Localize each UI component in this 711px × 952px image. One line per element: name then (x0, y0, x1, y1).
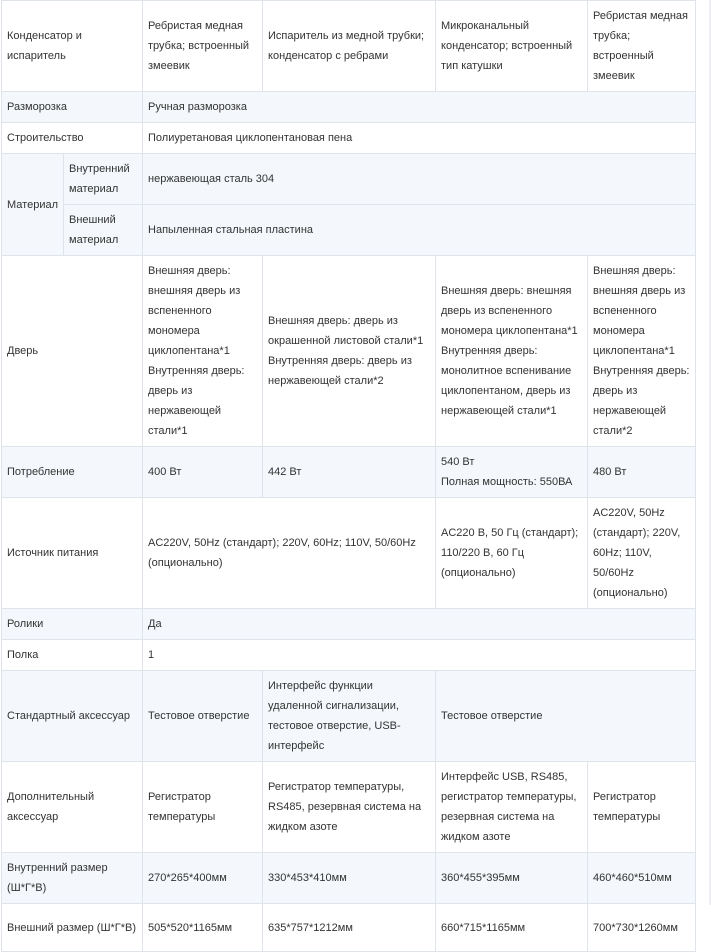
cell-line: Внешняя дверь: внешняя дверь из вспененного мономера циклопентана*1 (148, 265, 241, 357)
row-standard-accessory (2, 671, 696, 762)
table-cell: Да (143, 609, 696, 640)
row-inner-size (2, 853, 696, 904)
row-construction (2, 123, 696, 154)
table-cell: Интерфейс USB, RS485, регистратор температуры, резервная система на жидком азоте (436, 762, 588, 853)
row-material-inner (2, 154, 696, 205)
table-cell: Ребристая медная трубка; встроенный змеевик (588, 1, 696, 92)
row-label: Стандартный аксессуар (2, 671, 143, 762)
table-cell: Испаритель из медной трубки; конденсатор с ребрами (263, 1, 436, 92)
table-cell: Полиуретановая циклопентановая пена (143, 123, 696, 154)
table-cell: 700*730*1260мм (588, 904, 696, 952)
row-label: Ролики (2, 609, 143, 640)
table-cell: AC220V, 50Hz (стандарт); 220V, 60Hz; 110V, 50/60Hz (опционально) (143, 498, 436, 609)
row-label: Дверь (2, 256, 143, 447)
row-consumption (2, 447, 696, 498)
row-label: Дополнительный аксессуар (2, 762, 143, 853)
row-label: Полка (2, 640, 143, 671)
row-power (2, 498, 696, 609)
table-cell: 635*757*1212мм (263, 904, 436, 952)
table-cell: 270*265*400мм (143, 853, 263, 904)
row-label: Внешний размер (Ш*Г*В) (2, 904, 143, 952)
table-cell: 330*453*410мм (263, 853, 436, 904)
cell-line: Внутренняя дверь: дверь из нержавеющей стали*1 (148, 365, 245, 437)
table-cell: Интерфейс функции удаленной сигнализации, тестовое отверстие, USB-интерфейс (263, 671, 436, 762)
row-shelf (2, 640, 696, 671)
table-cell (588, 256, 696, 447)
row-label: Потребление (2, 447, 143, 498)
sub-label: Внутренний материал (64, 154, 143, 205)
cell-line: Внешняя дверь: внешняя дверь из вспененного мономера циклопентана*1 (593, 265, 686, 357)
row-material-outer (2, 205, 696, 256)
cell-line: 540 Вт (441, 456, 475, 468)
cell-line: Внешняя дверь: внешняя дверь из вспененного мономера циклопентана*1 (441, 285, 578, 337)
table-cell: 460*460*510мм (588, 853, 696, 904)
table-cell: 360*455*395мм (436, 853, 588, 904)
table-cell: Тестовое отверстие (436, 671, 696, 762)
row-door (2, 256, 696, 447)
table-cell: Ручная разморозка (143, 92, 696, 123)
table-cell: 505*520*1165мм (143, 904, 263, 952)
table-cell: Микроканальный конденсатор; встроенный тип катушки (436, 1, 588, 92)
cell-line: Внутренняя дверь: дверь из нержавеющей стали*2 (268, 355, 412, 387)
cell-line: Внутренняя дверь: монолитное вспенивание циклопентаном, дверь из нержавеющей стали*1 (441, 345, 572, 417)
table-cell: Напыленная стальная пластина (143, 205, 696, 256)
table-cell: Регистратор температуры (588, 762, 696, 853)
table-cell: Тестовое отверстие (143, 671, 263, 762)
table-cell: Ребристая медная трубка; встроенный змеевик (143, 1, 263, 92)
row-casters (2, 609, 696, 640)
table-cell (436, 447, 588, 498)
row-label: Источник питания (2, 498, 143, 609)
row-label: Материал (2, 154, 64, 256)
row-defrost (2, 92, 696, 123)
table-cell: 660*715*1165мм (436, 904, 588, 952)
row-label: Конденсатор и испаритель (2, 1, 143, 92)
specification-table (1, 0, 696, 952)
row-label: Внутренний размер (Ш*Г*В) (2, 853, 143, 904)
cell-line: Полная мощность: 550ВА (441, 476, 573, 488)
cell-line: Внутренняя дверь: дверь из нержавеющей стали*2 (593, 365, 690, 437)
row-extra-accessory (2, 762, 696, 853)
table-cell: 1 (143, 640, 696, 671)
sub-label: Внешний материал (64, 205, 143, 256)
table-cell: 480 Вт (588, 447, 696, 498)
table-cell: AC220 В, 50 Гц (стандарт); 110/220 В, 60 Гц (опционально) (436, 498, 588, 609)
table-cell: 400 Вт (143, 447, 263, 498)
row-outer-size (2, 904, 696, 952)
table-cell (436, 256, 588, 447)
table-cell: Регистратор температуры (143, 762, 263, 853)
table-cell (263, 256, 436, 447)
cell-line: Внешняя дверь: дверь из окрашенной листовой стали*1 (268, 315, 424, 347)
row-label: Строительство (2, 123, 143, 154)
row-label: Разморозка (2, 92, 143, 123)
table-cell: нержавеющая сталь 304 (143, 154, 696, 205)
table-cell (143, 256, 263, 447)
row-condenser (2, 1, 696, 92)
table-cell: Регистратор температуры, RS485, резервная система на жидком азоте (263, 762, 436, 853)
table-cell: 442 Вт (263, 447, 436, 498)
table-cell: AC220V, 50Hz (стандарт); 220V, 60Hz; 110V, 50/60Hz (опционально) (588, 498, 696, 609)
